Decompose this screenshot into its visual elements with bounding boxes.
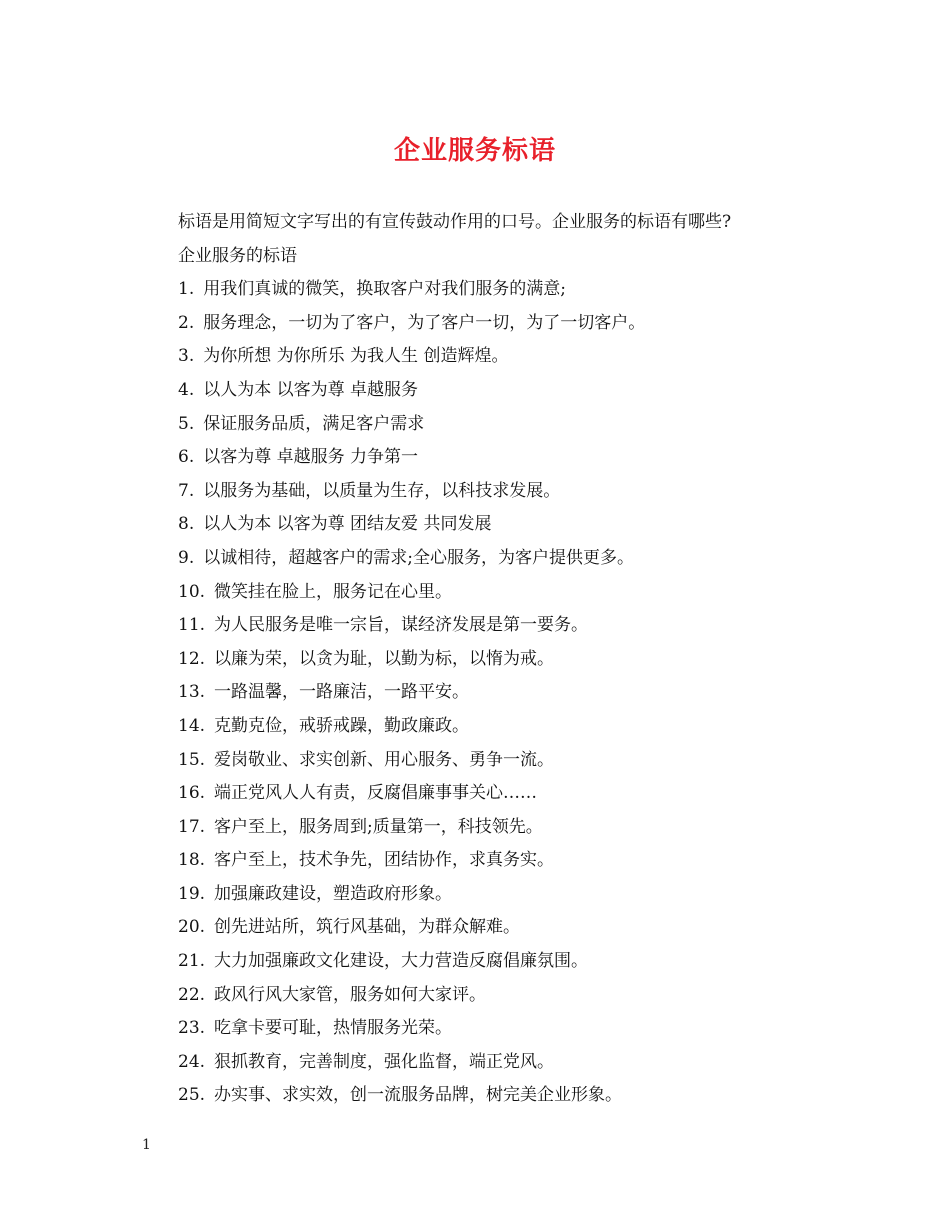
list-item	[178, 408, 828, 442]
item-number: 17.	[178, 816, 206, 837]
list-item	[178, 1079, 828, 1113]
item-text: 狠抓教育，完善制度，强化监督，端正党风。	[214, 1051, 555, 1072]
list-item	[178, 576, 828, 610]
item-number: 1.	[178, 279, 195, 300]
item-text: 爱岗敬业、求实创新、用心服务、勇争一流。	[214, 749, 555, 770]
item-number: 18.	[178, 850, 206, 871]
item-number: 3.	[178, 346, 195, 367]
item-text: 服务理念，一切为了客户，为了客户一切，为了一切客户。	[203, 312, 646, 333]
item-number: 7.	[178, 480, 195, 501]
section-subtitle: 企业服务的标语	[178, 245, 297, 266]
item-text: 客户至上，服务周到;质量第一，科技领先。	[214, 816, 543, 837]
list-item	[178, 744, 828, 778]
list-item	[178, 643, 828, 677]
list-item	[178, 374, 828, 408]
list-item	[178, 273, 828, 307]
item-text: 以廉为荣，以贪为耻，以勤为标，以惰为戒。	[214, 648, 555, 669]
page-number: 1	[142, 1137, 151, 1153]
item-number: 9.	[178, 547, 195, 568]
item-text: 用我们真诚的微笑，换取客户对我们服务的满意;	[203, 279, 566, 300]
item-number: 6.	[178, 447, 195, 468]
item-text: 客户至上，技术争先，团结协作，求真务实。	[214, 850, 555, 871]
item-number: 19.	[178, 883, 206, 904]
item-text: 以诚相待，超越客户的需求;全心服务，为客户提供更多。	[203, 547, 634, 568]
item-text: 微笑挂在脸上，服务记在心里。	[214, 581, 453, 602]
item-text: 以客为尊 卓越服务 力争第一	[203, 447, 419, 468]
item-number: 5.	[178, 413, 195, 434]
item-number: 2.	[178, 312, 195, 333]
list-item	[178, 676, 828, 710]
item-text: 吃拿卡要可耻，热情服务光荣。	[214, 1018, 453, 1039]
item-number: 25.	[178, 1085, 206, 1106]
list-item	[178, 1046, 828, 1080]
list-item	[178, 609, 828, 643]
item-number: 10.	[178, 581, 206, 602]
item-number: 16.	[178, 783, 206, 804]
item-text: 加强廉政建设，塑造政府形象。	[214, 883, 453, 904]
item-number: 15.	[178, 749, 206, 770]
item-number: 12.	[178, 648, 206, 669]
item-text: 大力加强廉政文化建设，大力营造反腐倡廉氛围。	[214, 951, 589, 972]
item-number: 11.	[178, 615, 206, 636]
list-item	[178, 878, 828, 912]
list-item	[178, 508, 828, 542]
item-text: 克勤克俭，戒骄戒躁，勤政廉政。	[214, 715, 470, 736]
item-text: 以人为本 以客为尊 团结友爱 共同发展	[203, 514, 492, 535]
list-item	[178, 542, 828, 576]
item-number: 22.	[178, 984, 206, 1005]
list-item	[178, 844, 828, 878]
item-number: 13.	[178, 682, 206, 703]
list-item	[178, 811, 828, 845]
item-text: 保证服务品质，满足客户需求	[203, 413, 425, 434]
item-text: 为你所想 为你所乐 为我人生 创造辉煌。	[203, 346, 509, 367]
item-text: 创先进站所，筑行风基础，为群众解难。	[214, 917, 521, 938]
list-item	[178, 441, 828, 475]
slogan-list	[178, 273, 828, 1113]
item-text: 以人为本 以客为尊 卓越服务	[203, 379, 419, 400]
item-number: 23.	[178, 1018, 206, 1039]
intro-paragraph: 标语是用简短文字写出的有宣传鼓动作用的口号。企业服务的标语有哪些?	[178, 212, 732, 232]
list-item	[178, 1012, 828, 1046]
list-item	[178, 777, 828, 811]
list-item	[178, 911, 828, 945]
item-number: 20.	[178, 917, 206, 938]
list-item	[178, 475, 828, 509]
item-number: 8.	[178, 514, 195, 535]
list-item	[178, 307, 828, 341]
item-text: 为人民服务是唯一宗旨，谋经济发展是第一要务。	[214, 615, 589, 636]
item-text: 以服务为基础，以质量为生存，以科技求发展。	[203, 480, 561, 501]
item-text: 办实事、求实效，创一流服务品牌，树完美企业形象。	[214, 1085, 623, 1106]
item-text: 一路温馨，一路廉洁，一路平安。	[214, 682, 470, 703]
item-number: 4.	[178, 379, 195, 400]
item-number: 21.	[178, 951, 206, 972]
document-title: 企业服务标语	[393, 136, 556, 166]
list-item	[178, 340, 828, 374]
item-number: 24.	[178, 1051, 206, 1072]
list-item	[178, 945, 828, 979]
item-number: 14.	[178, 715, 206, 736]
document-body	[178, 206, 828, 1113]
item-text: 端正党风人人有责，反腐倡廉事事关心……	[214, 783, 538, 804]
list-item	[178, 710, 828, 744]
list-item	[178, 979, 828, 1013]
item-text: 政风行风大家管，服务如何大家评。	[214, 984, 487, 1005]
